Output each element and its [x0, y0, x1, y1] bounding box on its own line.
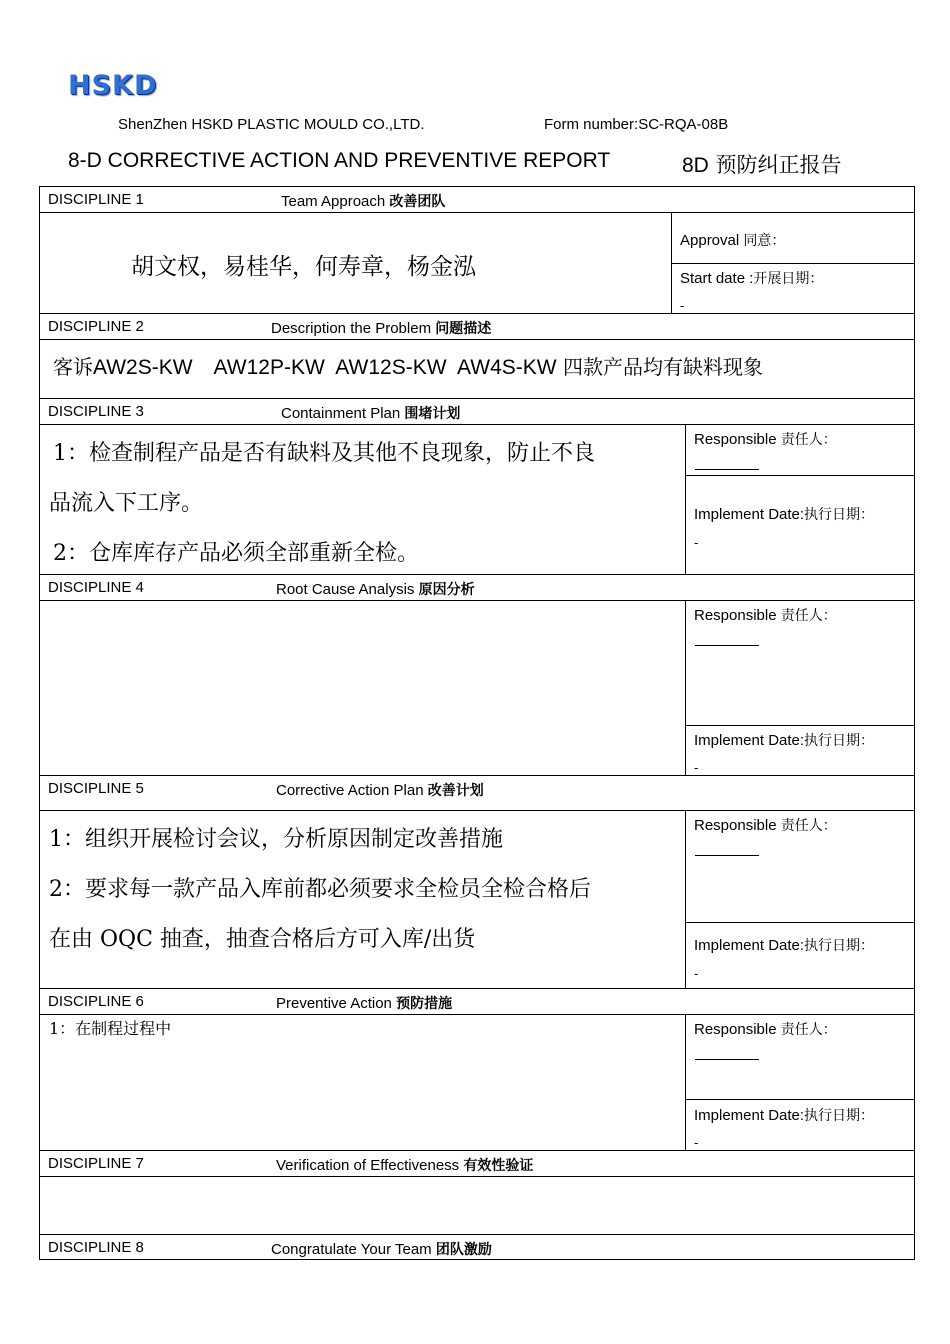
report-title-en: 8-D CORRECTIVE ACTION AND PREVENTIVE REPORT — [68, 149, 611, 172]
approval-label-en: Approval — [680, 232, 740, 249]
discipline-3-title-en: Containment Plan — [281, 405, 401, 422]
divider — [39, 212, 915, 213]
corrective-line-1: 1：组织开展检讨会议，分析原因制定改善措施 — [49, 827, 503, 852]
responsible-label — [694, 1019, 837, 1039]
start-date-label-cn: 开展日期： — [753, 271, 824, 287]
discipline-8-title-cn: 团队激励 — [435, 1242, 492, 1258]
implement-date-label-cn: 执行日期： — [804, 733, 875, 749]
discipline-2-title — [271, 318, 491, 338]
discipline-7-label: DISCIPLINE 7 — [48, 1155, 144, 1172]
approval-label — [680, 230, 785, 250]
responsible-underline — [695, 469, 759, 470]
divider — [685, 600, 686, 775]
discipline-3-title-cn: 围堵计划 — [404, 406, 461, 422]
discipline-6-title-en: Preventive Action — [276, 995, 392, 1012]
divider — [39, 1176, 915, 1177]
implement-date-label — [694, 1105, 874, 1125]
divider — [39, 600, 915, 601]
problem-description — [53, 351, 763, 381]
implement-date-label-en: Implement Date: — [694, 732, 805, 749]
responsible-label-en: Responsible — [694, 607, 777, 624]
approval-label-cn: 同意： — [743, 233, 786, 249]
responsible-label — [694, 605, 837, 625]
discipline-5-title-en: Corrective Action Plan — [276, 782, 424, 799]
problem-models: AW2S-KW AW12P-KW AW12S-KW AW4S-KW — [93, 356, 557, 379]
containment-line-2: 品流入下工序。 — [49, 491, 204, 516]
divider — [685, 1014, 686, 1150]
divider — [39, 988, 915, 989]
discipline-4-title-cn: 原因分析 — [418, 582, 475, 598]
discipline-4-title-en: Root Cause Analysis — [276, 581, 415, 598]
responsible-label-en: Responsible — [694, 431, 777, 448]
responsible-label-cn: 责任人： — [780, 608, 837, 624]
discipline-5-title-cn: 改善计划 — [427, 783, 484, 799]
divider — [685, 424, 686, 574]
report-title-cn — [682, 149, 842, 179]
corrective-line-3: 在由 OQC 抽查，抽查合格后方可入库/出货 — [49, 927, 476, 952]
discipline-7-title — [276, 1155, 533, 1175]
discipline-8-title — [271, 1239, 492, 1259]
responsible-underline — [695, 645, 759, 646]
divider — [39, 1150, 915, 1151]
implement-date-label — [694, 504, 874, 524]
discipline-3-title — [281, 403, 460, 423]
containment-line-1: 1：检查制程产品是否有缺料及其他不良现象，防止不良 — [53, 441, 595, 466]
discipline-4-label: DISCIPLINE 4 — [48, 579, 144, 596]
implement-date-label-cn: 执行日期： — [804, 507, 875, 523]
discipline-7-title-cn: 有效性验证 — [463, 1158, 534, 1174]
discipline-6-title-cn: 预防措施 — [396, 996, 453, 1012]
implement-date-label-cn: 执行日期： — [804, 938, 875, 954]
implement-date-value: - — [694, 760, 699, 775]
start-date-label-en: Start date : — [680, 270, 754, 287]
divider — [685, 725, 915, 726]
responsible-underline — [695, 1059, 759, 1060]
discipline-3-label: DISCIPLINE 3 — [48, 403, 144, 420]
discipline-5-label: DISCIPLINE 5 — [48, 780, 144, 797]
discipline-1-title-en: Team Approach — [281, 193, 386, 210]
implement-date-label-cn: 执行日期： — [804, 1108, 875, 1124]
divider — [671, 263, 915, 264]
responsible-label-en: Responsible — [694, 1021, 777, 1038]
discipline-5-title — [276, 780, 484, 800]
title-cn-text: 预防纠正报告 — [715, 153, 842, 177]
divider — [671, 212, 672, 313]
problem-detail: 四款产品均有缺料现象 — [562, 355, 763, 379]
form-number: Form number:SC-RQA-08B — [544, 116, 729, 133]
responsible-label-cn: 责任人： — [780, 1022, 837, 1038]
containment-line-3: 2：仓库库存产品必须全部重新全检。 — [53, 541, 419, 566]
discipline-6-title — [276, 993, 452, 1013]
divider — [39, 775, 915, 776]
discipline-2-title-cn: 问题描述 — [435, 321, 492, 337]
divider — [39, 574, 915, 575]
discipline-1-title-cn: 改善团队 — [389, 194, 446, 210]
implement-date-label — [694, 730, 874, 750]
corrective-line-2: 2：要求每一款产品入库前都必须要求全检员全检合格后 — [49, 877, 591, 902]
divider — [685, 1099, 915, 1100]
divider — [39, 1234, 915, 1235]
discipline-8-title-en: Congratulate Your Team — [271, 1241, 432, 1258]
implement-date-value: - — [694, 1135, 699, 1150]
implement-date-label-en: Implement Date: — [694, 937, 805, 954]
discipline-4-title — [276, 579, 475, 599]
discipline-8-label: DISCIPLINE 8 — [48, 1239, 144, 1256]
implement-date-value: - — [694, 966, 699, 981]
discipline-2-title-en: Description the Problem — [271, 320, 432, 337]
responsible-label — [694, 429, 837, 449]
divider — [39, 424, 915, 425]
responsible-label-en: Responsible — [694, 817, 777, 834]
discipline-6-label: DISCIPLINE 6 — [48, 993, 144, 1010]
responsible-underline — [695, 855, 759, 856]
discipline-7-title-en: Verification of Effectiveness — [276, 1157, 460, 1174]
divider — [685, 475, 915, 476]
company-name: ShenZhen HSKD PLASTIC MOULD CO.,LTD. — [118, 116, 425, 133]
implement-date-label-en: Implement Date: — [694, 1107, 805, 1124]
discipline-1-label: DISCIPLINE 1 — [48, 191, 144, 208]
team-members: 胡文权，易桂华，何寿章，杨金泓 — [131, 254, 476, 280]
divider — [39, 339, 915, 340]
start-date-value: - — [680, 298, 685, 313]
divider — [39, 810, 915, 811]
divider — [39, 1014, 915, 1015]
divider — [39, 313, 915, 314]
responsible-label-cn: 责任人： — [780, 818, 837, 834]
divider — [685, 922, 915, 923]
company-logo: HSKD — [68, 70, 158, 101]
discipline-1-title — [281, 191, 445, 211]
divider — [685, 810, 686, 988]
implement-date-label — [694, 935, 874, 955]
problem-prefix: 客诉 — [53, 355, 93, 379]
start-date-label — [680, 268, 823, 288]
implement-date-value: - — [694, 535, 699, 550]
discipline-2-label: DISCIPLINE 2 — [48, 318, 144, 335]
responsible-label — [694, 815, 837, 835]
preventive-line-1: 1：在制程过程中 — [49, 1019, 172, 1038]
title-cn-prefix: 8D — [682, 154, 709, 177]
divider — [39, 398, 915, 399]
implement-date-label-en: Implement Date: — [694, 506, 805, 523]
responsible-label-cn: 责任人： — [780, 432, 837, 448]
